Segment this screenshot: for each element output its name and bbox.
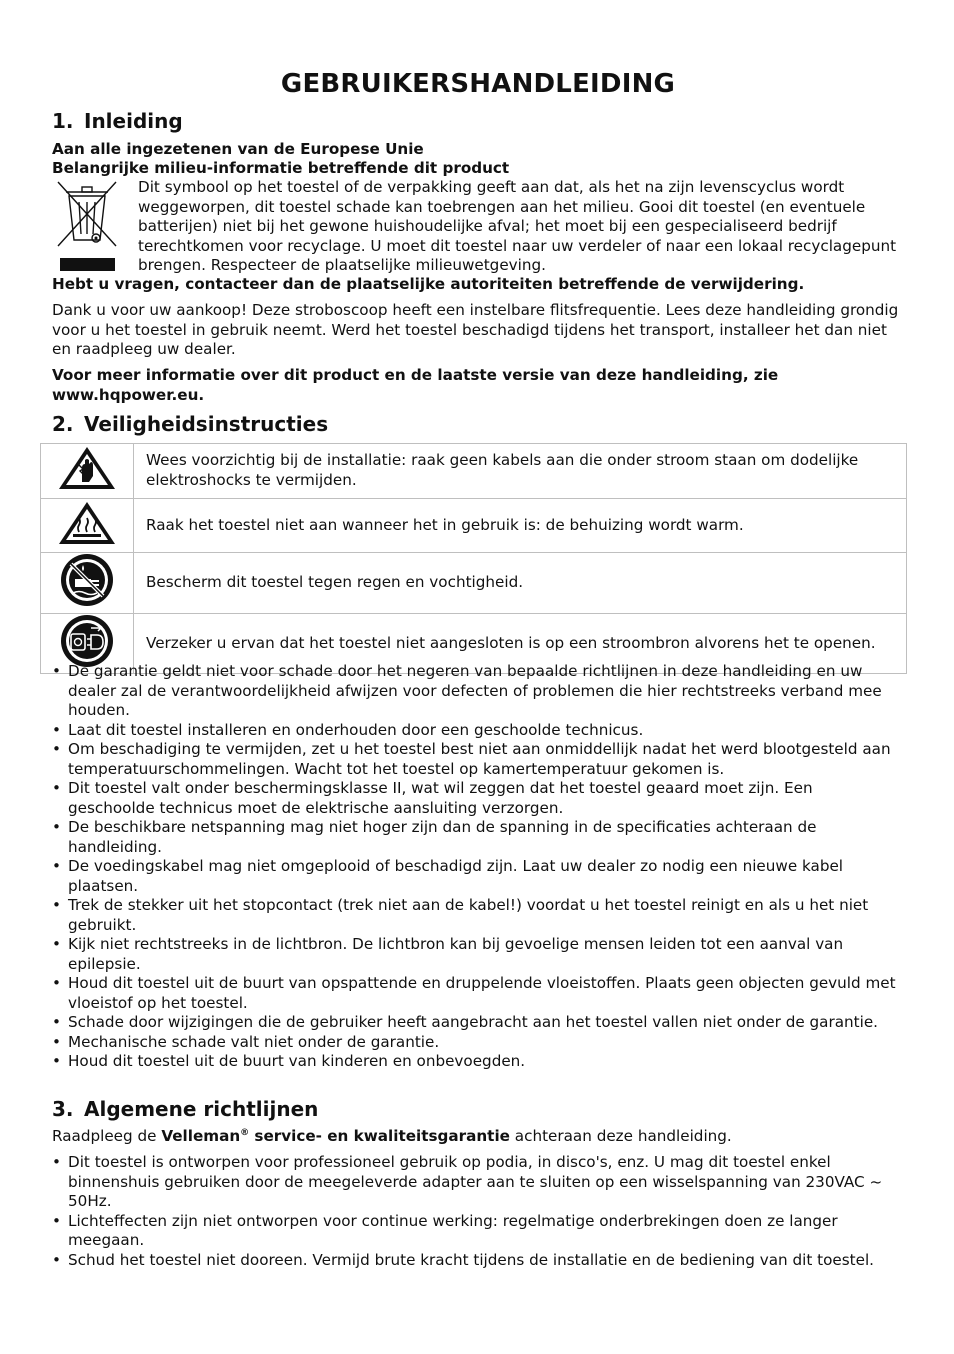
section-2-heading: [52, 411, 328, 437]
registered-mark: ®: [240, 1127, 250, 1138]
page-title: GEBRUIKERSHANDLEIDING: [280, 69, 676, 99]
guidelines-bullet-list: [52, 1153, 904, 1270]
safety-table: [40, 443, 907, 674]
list-item: • De voedingskabel mag niet omgeplooid of beschadigd zijn. Laat uw dealer zo nodig een nieuwe kabel plaatsen.: [52, 857, 904, 896]
section-2-title: Veiligheidsinstructies: [84, 412, 329, 436]
hot-surface-warning-icon: [56, 499, 118, 547]
more-info-paragraph: Voor meer informatie over dit product en de laatste versie van deze handleiding, zie www.hqpower.eu.: [52, 366, 779, 404]
list-item: • Schud het toestel niet dooreen. Vermijd brute kracht tijdens de installatie en de bediening van dit toestel.: [52, 1251, 904, 1271]
list-item: • De beschikbare netspanning mag niet hoger zijn dan de spanning in de specificaties achteraan de handleiding.: [52, 818, 904, 857]
safety-text: Raak het toestel niet aan wanneer het in gebruik is: de behuizing wordt warm.: [134, 498, 907, 553]
safety-bullet-list: [52, 662, 904, 1072]
no-water-icon: [57, 553, 117, 607]
section-3-heading: [52, 1096, 318, 1122]
safety-icon-cell: [41, 553, 134, 614]
section-1-number: 1.: [52, 109, 74, 133]
section-2-number: 2.: [52, 412, 74, 436]
unplug-icon: [57, 614, 117, 668]
weee-text: Dit symbool op het toestel of de verpakking geeft aan dat, als het na zijn levenscyclus wordt weggeworpen, dit toestel schade kan toebrengen aan het milieu. Gooi dit toestel (en eventuele batterijen) niet bij het gewone huishoudelijke afval; het moet bij een gespecialiseerd bedrijf terechtkomen voor recyclage. U moet dit toestel naar uw verdeler of naar een lokaal recyclagepunt brengen. Respecteer de plaatselijke milieuwetgeving.: [138, 178, 897, 274]
list-item: • Trek de stekker uit het stopcontact (trek niet aan de kabel!) voordat u het toestel reinigt en als u het niet gebruikt.: [52, 896, 904, 935]
list-item: • Houd dit toestel uit de buurt van kinderen en onbevoegden.: [52, 1052, 904, 1072]
safety-text: Bescherm dit toestel tegen regen en vochtigheid.: [134, 553, 907, 614]
list-item: • Dit toestel valt onder beschermingsklasse II, wat wil zeggen dat het toestel geaard moet zijn. Een geschoolde technicus moet de elektrische aansluiting verzorgen.: [52, 779, 904, 818]
section-3-number: 3.: [52, 1097, 74, 1121]
electric-shock-warning-icon: [56, 444, 118, 492]
environment-heading: Belangrijke milieu-informatie betreffende dit product: [52, 159, 510, 177]
crossed-out-bin-icon: [54, 178, 120, 274]
safety-text: Wees voorzichtig bij de installatie: raak geen kabels aan die onder stroom staan om dodelijke elektroshocks te vermijden.: [134, 444, 907, 499]
list-item: • Laat dit toestel installeren en onderhouden door een geschoolde technicus.: [52, 721, 904, 741]
safety-icon-cell: [41, 498, 134, 553]
disposal-questions: Hebt u vragen, contacteer dan de plaatselijke autoriteiten betreffende de verwijdering.: [52, 275, 805, 293]
section-3-title: Algemene richtlijnen: [84, 1097, 319, 1121]
list-item: • Dit toestel is ontworpen voor professioneel gebruik op podia, in disco's, enz. U mag dit toestel enkel binnenshuis gebruiken door de meegeleverde adapter aan te sluiten op een wisselspanning van 230VAC ~ 50Hz.: [52, 1153, 904, 1212]
safety-row: [41, 444, 907, 499]
list-item: • Mechanische schade valt niet onder de garantie.: [52, 1033, 904, 1053]
list-item: • Kijk niet rechtstreeks in de lichtbron. De lichtbron kan bij gevoelige mensen leiden tot een aanval van epilepsie.: [52, 935, 904, 974]
list-item: • Lichteffecten zijn niet ontworpen voor continue werking: regelmatige onderbrekingen doen ze langer meegaan.: [52, 1212, 904, 1251]
eu-heading: Aan alle ingezetenen van de Europese Unie: [52, 140, 424, 158]
thanks-paragraph: Dank u voor uw aankoop! Deze stroboscoop heeft een instelbare flitsfrequentie. Lees deze handleiding grondig voor u het toestel in gebruik neemt. Werd het toestel beschadigd tijdens het transport, installeer het dan niet en raadpleeg uw dealer.: [52, 301, 899, 358]
warranty-reference: Raadpleeg de Velleman® service- en kwaliteitsgarantie achteraan deze handleiding.: [52, 1127, 732, 1145]
safety-row: [41, 498, 907, 553]
section-1-heading: [52, 108, 183, 134]
safety-row: [41, 553, 907, 614]
section-1-title: Inleiding: [84, 109, 183, 133]
list-item: • Om beschadiging te vermijden, zet u het toestel best niet aan onmiddellijk nadat het werd blootgesteld aan temperatuurschommelingen. Wacht tot het toestel op kamertemperatuur gekomen is.: [52, 740, 904, 779]
safety-icon-cell: [41, 444, 134, 499]
brand-name: Velleman: [161, 1127, 241, 1145]
list-item: • Houd dit toestel uit de buurt van opspattende en druppelende vloeistoffen. Plaats geen objecten gevuld met vloeistof op het toestel.: [52, 974, 904, 1013]
list-item: • Schade door wijzigingen die de gebruiker heeft aangebracht aan het toestel vallen niet onder de garantie.: [52, 1013, 904, 1033]
safety-text: Verzeker u ervan dat het toestel niet aangesloten is op een stroombron alvorens het te openen.: [134, 613, 907, 674]
list-item: • De garantie geldt niet voor schade door het negeren van bepaalde richtlijnen in deze handleiding en uw dealer zal de verantwoordelijkheid afwijzen voor defecten of problemen die hier rechtstreeks verband mee houden.: [52, 662, 904, 721]
